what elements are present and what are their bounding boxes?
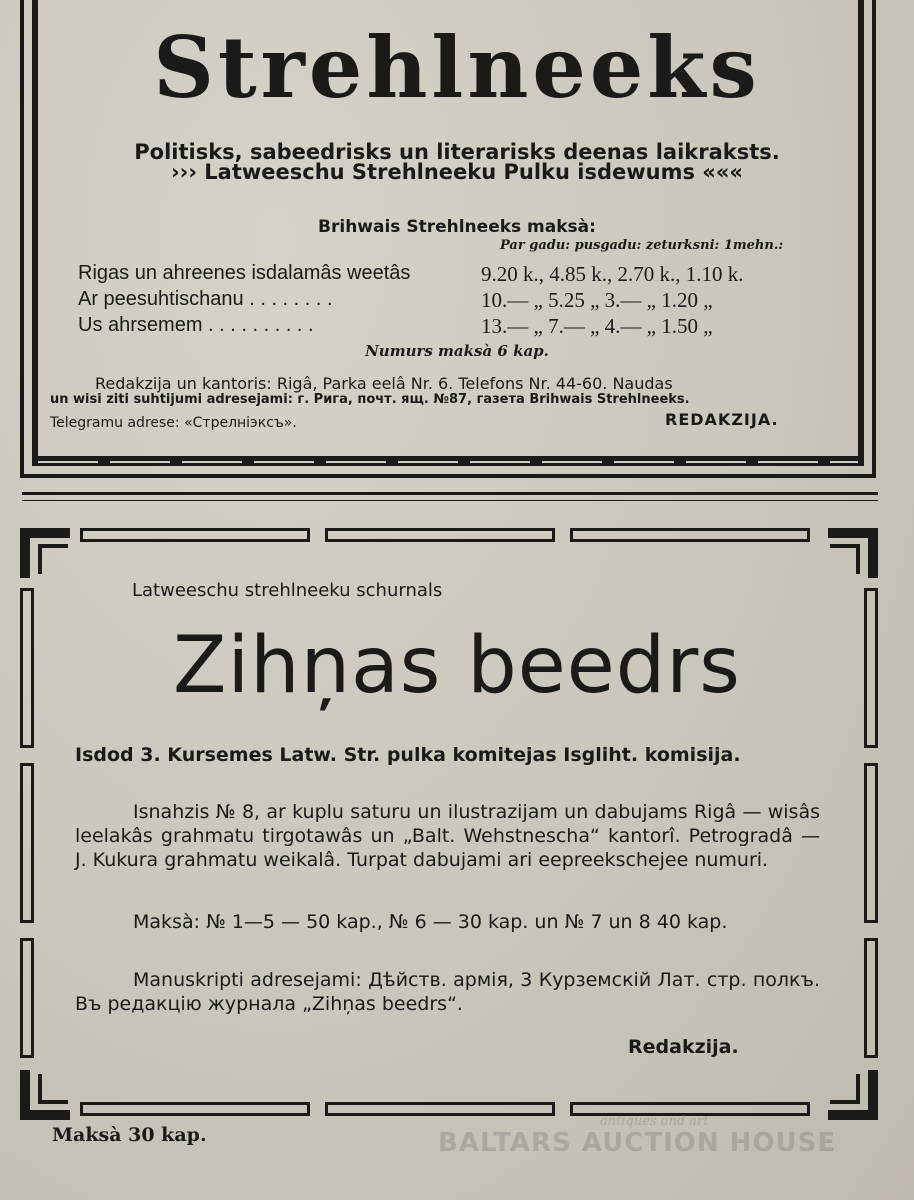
frame-top-segment: [80, 528, 310, 542]
editorial-signature: REDAKZIJA.: [665, 410, 779, 429]
newspaper-description: Politisks, sabeedrisks un literarisks deenas laikraksts.: [134, 140, 780, 164]
frame-top-segment: [325, 528, 555, 542]
frame-right-segment: [864, 763, 878, 923]
frame-corner: [38, 1074, 42, 1104]
price-table-title: Brihwais Strehlneeks maksà:: [318, 217, 596, 237]
paragraph-text: Manuskripti adresejami: Дѣйств. армія, 3 Курземскій Лат. стр. полкъ. Въ редакцію журнала „Zihņas beedrs“.: [75, 969, 820, 1015]
frame-corner: [38, 1100, 68, 1104]
frame-corner: [856, 544, 860, 574]
journal-title: Zihņas beedrs: [173, 621, 741, 711]
frame-corner: [20, 528, 30, 578]
frame-left-segment: [20, 938, 34, 1058]
auction-watermark: BALTARS AUCTION HOUSE: [438, 1128, 837, 1158]
frame-corner: [868, 528, 878, 578]
frame-corner: [868, 1070, 878, 1120]
frame-corner: [856, 1074, 860, 1104]
price-row-values: 9.20 k., 4.85 k., 2.70 k., 1.10 k.: [481, 262, 744, 286]
separator-rule-thin: [22, 500, 878, 501]
paragraph-text: Isnahzis № 8, ar kuplu saturu un ilustrazijam un dabujams Rigâ — wisâs leelakâs grahmatu tirgotawâs un „Balt. Wehstnescha“ kantorî. Petrogradâ — J. Kukura grahmatu weikalâ. Turpat dabujami ari eepreekschejee numuri.: [75, 801, 820, 871]
frame-corner: [38, 544, 42, 574]
frame-right-segment: [864, 938, 878, 1058]
frame-corner: [20, 1070, 30, 1120]
telegram-address: Telegramu adrese: «Стрелніэксъ».: [50, 415, 297, 431]
masthead-title: Strehlneeks: [153, 18, 761, 117]
journal-paragraph-price: [75, 910, 820, 934]
frame-bottom-segment: [80, 1102, 310, 1116]
issue-price: Numurs maksà 6 kap.: [365, 342, 549, 360]
newspaper-publisher: ››› Latweeschu Strehlneeku Pulku isdewums «««: [171, 160, 743, 184]
office-address: Redakzija un kantoris: Rigâ, Parka eelâ Nr. 6. Telefons Nr. 44-60. Naudas: [95, 374, 673, 393]
postal-address: un wisi ziti suhtijumi adresejami: г. Рига, почт. ящ. №87, газета Brihwais Strehlneeks.: [50, 392, 690, 407]
price-row-label: Ar peesuhtischanu . . . . . . . .: [78, 288, 333, 310]
journal-signature: Redakzija.: [628, 1036, 739, 1058]
journal-paragraph-availability: [75, 800, 820, 872]
price-row-label: Rigas un ahreenes isdalamâs weetâs: [78, 262, 411, 284]
frame-bottom-segment: [325, 1102, 555, 1116]
price-row-values: 13.— „ 7.— „ 4.— „ 1.50 „: [481, 314, 713, 338]
price-row-label: Us ahrsemem . . . . . . . . . .: [78, 314, 314, 336]
price-row-values: 10.— „ 5.25 „ 3.— „ 1.20 „: [481, 288, 713, 312]
watermark-tagline: antiques and art: [600, 1114, 709, 1129]
journal-paragraph-manuscripts: [75, 968, 820, 1016]
journal-kicker: Latweeschu strehlneeku schurnals: [132, 580, 443, 601]
frame-top-segment: [570, 528, 810, 542]
frame-left-segment: [20, 763, 34, 923]
separator-rule: [22, 492, 878, 495]
issue-price-footer: Maksà 30 kap.: [52, 1124, 207, 1146]
frame-corner: [38, 544, 68, 548]
price-table-columns: Par gadu: pusgadu: zeturksni: 1mehn.:: [500, 238, 784, 253]
paragraph-text: Maksà: № 1—5 — 50 kap., № 6 — 30 kap. un № 7 un 8 40 kap.: [133, 911, 728, 933]
journal-publisher: Isdod 3. Kursemes Latw. Str. pulka komitejas Isgliht. komisija.: [75, 744, 741, 766]
